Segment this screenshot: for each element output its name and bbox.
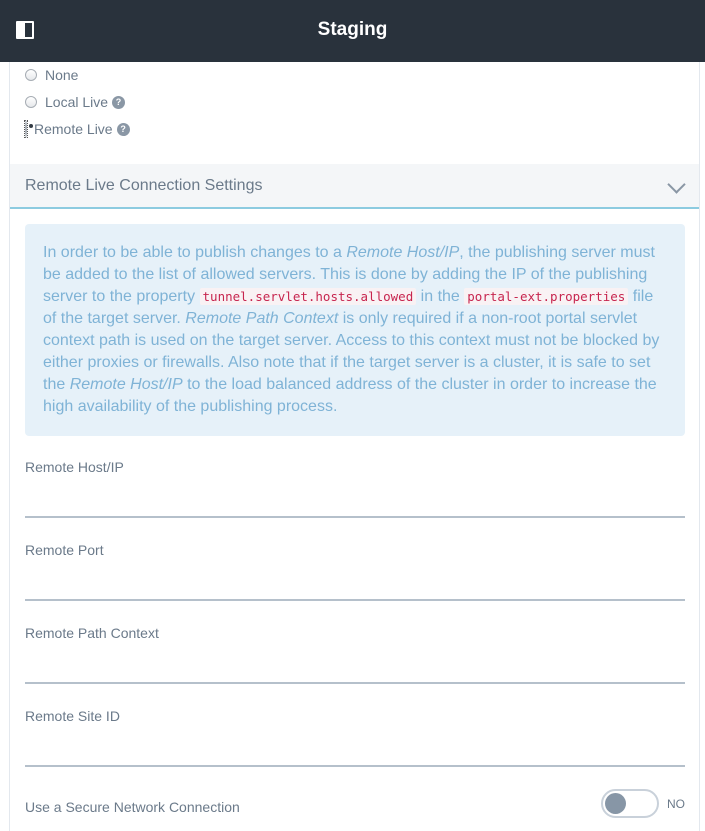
info-alert	[25, 224, 685, 436]
info-text: to the load balanced address of the cluster in order to increase the high availability of the publishing process.	[43, 376, 657, 415]
info-emphasis: Remote Path Context	[185, 310, 339, 327]
remote-path-context-input[interactable]	[25, 654, 685, 684]
info-emphasis: Remote Host/IP	[346, 244, 460, 261]
radio-focus-ring	[24, 120, 28, 138]
top-bar	[0, 0, 705, 62]
radio-option-none[interactable]	[25, 66, 78, 84]
radio-none-label: None	[45, 67, 79, 83]
info-text: is only required if a non-root portal servlet context path is used on the target server. Access to this context must not be blocked by either proxies or firewalls. Also note that if the target server is a cluster, it is safe to set the	[43, 310, 660, 393]
panel-border-right	[699, 62, 700, 831]
info-text: file of the target server.	[43, 288, 654, 327]
remote-host-label: Remote Host/IP	[25, 459, 124, 475]
radio-none[interactable]	[25, 69, 37, 81]
remote-site-id-label: Remote Site ID	[25, 708, 120, 724]
remote-port-input[interactable]	[25, 571, 685, 601]
info-code-hosts-allowed: tunnel.servlet.hosts.allowed	[200, 288, 417, 305]
radio-local-live[interactable]	[25, 96, 37, 108]
remote-port-label: Remote Port	[25, 542, 104, 558]
radio-remote-live[interactable]	[25, 120, 27, 138]
chevron-down-icon[interactable]	[667, 175, 685, 193]
info-emphasis: Remote Host/IP	[69, 376, 183, 393]
info-text: In order to be able to publish changes to a	[43, 244, 347, 261]
info-code-portal-ext: portal-ext.properties	[464, 288, 628, 305]
radio-remote-live-label: Remote Live	[34, 121, 113, 137]
remote-host-input[interactable]	[25, 488, 685, 518]
section-title: Remote Live Connection Settings	[25, 177, 263, 194]
help-icon[interactable]: ?	[117, 123, 130, 136]
radio-local-live-label: Local Live	[45, 94, 109, 110]
help-icon[interactable]: ?	[112, 96, 125, 109]
radio-option-local-live[interactable]	[25, 93, 125, 111]
secure-connection-toggle[interactable]	[601, 789, 659, 818]
radio-option-remote-live[interactable]	[25, 120, 130, 138]
info-text: in the	[416, 288, 465, 305]
toggle-state-label: NO	[667, 797, 685, 811]
info-text: , the publishing server must be added to the list of allowed servers. This is done by adding the IP of the publishing server to the property	[43, 244, 655, 305]
remote-path-context-label: Remote Path Context	[25, 625, 159, 641]
secure-connection-label: Use a Secure Network Connection	[25, 799, 240, 815]
remote-site-id-input[interactable]	[25, 737, 685, 767]
remote-live-settings-header[interactable]	[10, 164, 699, 209]
toggle-knob[interactable]	[605, 793, 626, 814]
page-title: Staging	[317, 19, 388, 40]
